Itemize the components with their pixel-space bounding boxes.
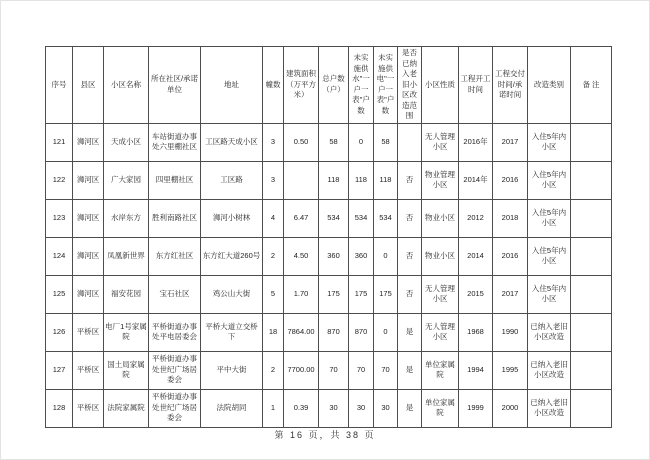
table-cell: 是 [398,351,422,389]
table-cell: 2016 [493,237,528,275]
column-header: 改造类别 [528,47,571,124]
table-cell: 534 [349,199,374,237]
table-cell: 平中大街 [201,351,263,389]
table-cell: 118 [349,161,374,199]
table-body [46,123,612,427]
table-cell [571,199,612,237]
table-cell: 127 [46,351,73,389]
table-cell: 125 [46,275,73,313]
table-cell: 平桥大道立交桥下 [201,313,263,351]
table-cell: 国土局家属院 [104,351,149,389]
table-cell: 浉河区 [73,199,104,237]
table-cell: 法院胡同 [201,389,263,427]
table-cell: 3 [263,161,284,199]
table-cell: 175 [374,275,398,313]
table-cell: 天成小区 [104,123,149,161]
table-cell: 870 [319,313,349,351]
table-cell: 0 [349,123,374,161]
column-header: 未实施供电"一户一表"户数 [374,47,398,124]
table-cell: 浉河区 [73,237,104,275]
column-header: 幢数 [263,47,284,124]
table-cell: 水岸东方 [104,199,149,237]
table-cell: 平桥区 [73,313,104,351]
table-cell: 已纳入老旧小区改造 [528,313,571,351]
table-cell: 浉河区 [73,275,104,313]
table-cell: 入住5年内小区 [528,237,571,275]
table-cell: 2017 [493,275,528,313]
table-cell: 2 [263,237,284,275]
header-row [46,47,612,124]
table-cell: 平桥区 [73,389,104,427]
table-cell: 118 [374,161,398,199]
table-row [46,275,612,313]
table-cell: 平桥街道办事处世纪广场居委会 [149,351,201,389]
table-row [46,351,612,389]
table-cell: 2016 [493,161,528,199]
column-header: 所在社区/承诺单位 [149,47,201,124]
table-cell: 1995 [493,351,528,389]
table-cell: 入住5年内小区 [528,199,571,237]
table-cell: 122 [46,161,73,199]
table-cell: 车站街道办事处六里棚社区 [149,123,201,161]
table-cell: 0.50 [284,123,319,161]
table-cell: 福安花园 [104,275,149,313]
table-cell: 58 [374,123,398,161]
column-header: 备 注 [571,47,612,124]
table-cell: 平桥街道办事处平电居委会 [149,313,201,351]
table-cell: 0 [374,237,398,275]
table-cell: 是 [398,313,422,351]
table-cell: 70 [319,351,349,389]
table-cell: 3 [263,123,284,161]
table-cell [398,123,422,161]
table-cell: 534 [374,199,398,237]
table-cell [571,389,612,427]
table-cell: 法院家属院 [104,389,149,427]
table-row [46,313,612,351]
table-cell: 30 [319,389,349,427]
table-cell: 无人管理小区 [422,275,459,313]
table-cell: 物业小区 [422,237,459,275]
table-cell: 无人管理小区 [422,313,459,351]
table-cell [571,313,612,351]
table-cell: 电厂1号家属院 [104,313,149,351]
table-cell: 1 [263,389,284,427]
column-header: 小区名称 [104,47,149,124]
table-cell: 70 [349,351,374,389]
column-header: 建筑面积（万平方米） [284,47,319,124]
table-cell: 浉河区 [73,161,104,199]
table-cell: 胜利南路社区 [149,199,201,237]
table-cell: 四里棚社区 [149,161,201,199]
table-cell: 121 [46,123,73,161]
table-cell: 128 [46,389,73,427]
table-cell: 118 [319,161,349,199]
table-cell: 1999 [459,389,493,427]
table-cell: 2018 [493,199,528,237]
table-cell [571,275,612,313]
column-header: 未实施供水"一户一表"户数 [349,47,374,124]
table-cell: 1968 [459,313,493,351]
column-header: 县区 [73,47,104,124]
table-cell: 入住5年内小区 [528,275,571,313]
table-cell: 工区路天成小区 [201,123,263,161]
table-cell: 0 [374,313,398,351]
community-renovation-table [45,46,612,428]
table-cell [571,237,612,275]
table-cell: 124 [46,237,73,275]
table-cell [571,161,612,199]
table-cell: 已纳入老旧小区改造 [528,351,571,389]
table-cell: 1.70 [284,275,319,313]
table-row [46,237,612,275]
column-header: 序号 [46,47,73,124]
table-cell: 入住5年内小区 [528,123,571,161]
column-header: 地址 [201,47,263,124]
table-cell: 360 [349,237,374,275]
table-row [46,123,612,161]
table-cell: 否 [398,199,422,237]
table-cell: 东方红大道260号 [201,237,263,275]
table-cell: 4.50 [284,237,319,275]
table-cell: 否 [398,237,422,275]
table-cell: 入住5年内小区 [528,161,571,199]
table-cell: 175 [349,275,374,313]
table-cell: 5 [263,275,284,313]
table-cell: 6.47 [284,199,319,237]
table-cell: 123 [46,199,73,237]
table-cell: 单位家属院 [422,351,459,389]
table-cell: 平桥街道办事处世纪广场居委会 [149,389,201,427]
table-cell: 物业小区 [422,199,459,237]
column-header: 是否已纳入老旧小区改造范围 [398,47,422,124]
table-cell: 否 [398,275,422,313]
table-cell: 广大家园 [104,161,149,199]
table-cell: 1990 [493,313,528,351]
table-row [46,389,612,427]
table-cell: 2016年 [459,123,493,161]
table-cell: 70 [374,351,398,389]
table-cell: 175 [319,275,349,313]
table-cell: 浉河区 [73,123,104,161]
table-cell: 18 [263,313,284,351]
table-cell: 物业管理小区 [422,161,459,199]
table-cell: 2014 [459,237,493,275]
table-cell: 工区路 [201,161,263,199]
table-cell [571,351,612,389]
table-cell: 2000 [493,389,528,427]
table-cell: 鸡公山大街 [201,275,263,313]
table-row [46,161,612,199]
table-cell: 是 [398,389,422,427]
column-header: 小区性质 [422,47,459,124]
table-cell: 126 [46,313,73,351]
table-cell: 2015 [459,275,493,313]
table-cell: 4 [263,199,284,237]
table-cell: 7700.00 [284,351,319,389]
column-header: 总户数（户） [319,47,349,124]
table-cell [284,161,319,199]
table-cell: 7864.00 [284,313,319,351]
table-cell: 平桥区 [73,351,104,389]
table-cell: 2 [263,351,284,389]
table-cell: 2012 [459,199,493,237]
table-cell: 534 [319,199,349,237]
table-cell: 宝石社区 [149,275,201,313]
table-cell: 30 [349,389,374,427]
table-cell: 30 [374,389,398,427]
table-cell [571,123,612,161]
table-cell: 浉河小树林 [201,199,263,237]
table-cell: 无人管理小区 [422,123,459,161]
table-cell: 2014年 [459,161,493,199]
table-cell: 否 [398,161,422,199]
page-footer: 第 16 页，共 38 页 [274,430,376,440]
column-header: 工程开工时间 [459,47,493,124]
table-cell: 东方红社区 [149,237,201,275]
table-cell: 360 [319,237,349,275]
column-header: 工程交付时间/承诺时间 [493,47,528,124]
table-cell: 已纳入老旧小区改造 [528,389,571,427]
table-cell: 2017 [493,123,528,161]
table-cell: 凤凰新世界 [104,237,149,275]
table-cell: 1994 [459,351,493,389]
table-cell: 870 [349,313,374,351]
table-cell: 0.39 [284,389,319,427]
table-cell: 58 [319,123,349,161]
table-row [46,199,612,237]
table-cell: 单位家属院 [422,389,459,427]
